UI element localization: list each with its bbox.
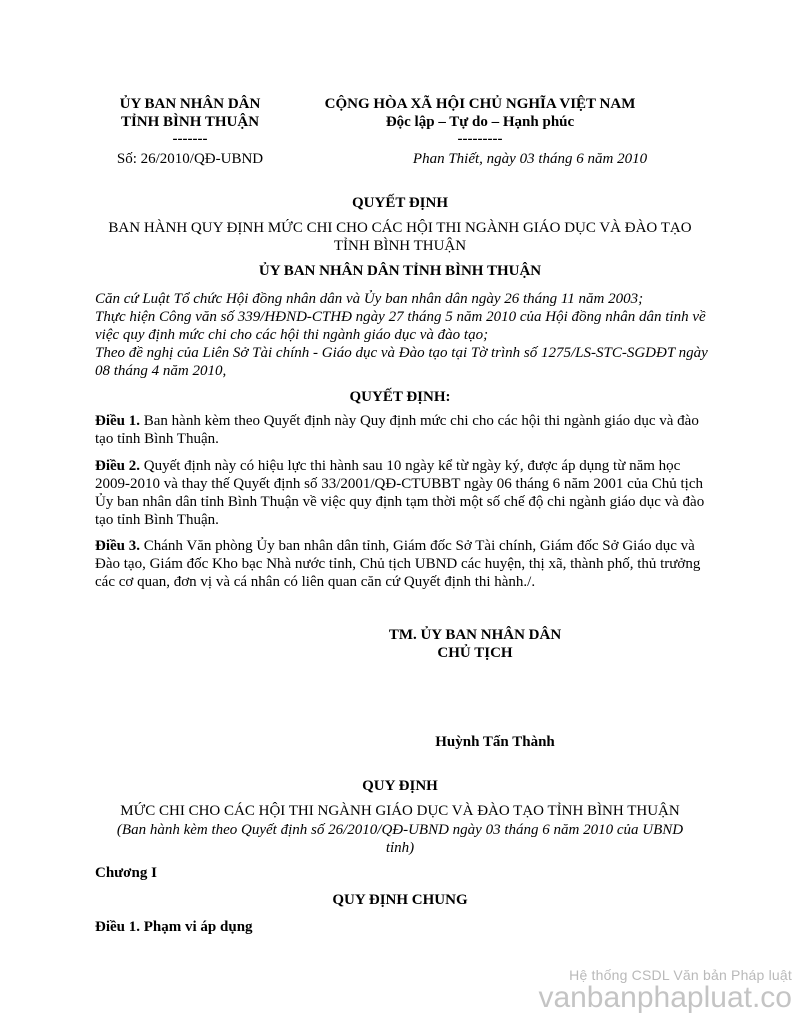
regulation-title: QUY ĐỊNH [362,778,438,794]
article-3-text: Chánh Văn phòng Ủy ban nhân dân tỉnh, Giám đốc Sở Tài chính, Giám đốc Sở Giáo dục và Đào tạo, Giám đốc Kho bạc Nhà nước tỉnh, Chủ tịch UBND các huyện, thị xã, thành phố, thủ trưởng các cơ quan, đơn vị và cá nhân có liên quan căn cứ Quyết định thi hành./. [95,538,701,590]
signature-position: CHỦ TỊCH [437,645,513,661]
place-date: Phan Thiết, ngày 03 tháng 6 năm 2010 [412,151,648,167]
signature-block [360,626,590,662]
legal-basis [95,290,715,380]
regulation-subtitle: MỨC CHI CHO CÁC HỘI THI NGÀNH GIÁO DỤC VÀ ĐÀO TẠO TỈNH BÌNH THUẬN [120,803,680,819]
article-1-text: Ban hành kèm theo Quyết định này Quy định mức chi cho các hội thi ngành giáo dục và đào tạo tỉnh Bình Thuận. [95,413,699,447]
regulation-issued-line2: tỉnh) [385,840,415,856]
decision-subtitle [0,219,800,255]
article-2-text: Quyết định này có hiệu lực thi hành sau 10 ngày kể từ ngày ký, được áp dụng từ năm học 2009-2010 và thay thế Quyết định số 33/2001/QĐ-CTUBBT ngày 06 tháng 6 năm 2001 của Chủ tịch Ủy ban nhân dân tỉnh Bình Thuận về việc quy định tạm thời một số chế độ chi ngành giáo dục và đào tạo tỉnh Bình Thuận. [95,458,705,528]
regulation-issued-note [0,821,800,857]
article-1 [95,412,715,448]
signer-name: Huỳnh Tấn Thành [435,734,555,750]
basis-item: Theo đề nghị của Liên Sở Tài chính - Giáo dục và Đào tạo tại Tờ trình số 1275/LS-STC-SGDĐT ngày 08 tháng 4 năm 2010, [95,345,708,379]
article-3 [95,537,715,591]
watermark-site: vanbanphapluat.co [538,981,792,1014]
article-2-label: Điều 2. [95,458,140,474]
issuer-block [105,95,275,147]
issuer-name-line2: TỈNH BÌNH THUẬN [120,114,260,130]
motto: Độc lập – Tự do – Hạnh phúc [385,114,575,130]
basis-item: Căn cứ Luật Tổ chức Hội đồng nhân dân và Ủy ban nhân dân ngày 26 tháng 11 năm 2003; [95,291,644,307]
doc-number: Số: 26/2010/QĐ-UBND [116,151,264,167]
chapter-label: Chương I [95,865,157,881]
country-name: CỘNG HÒA XÃ HỘI CHỦ NGHĨA VIỆT NAM [324,96,636,112]
basis-item: Thực hiện Công văn số 339/HĐND-CTHĐ ngày 27 tháng 5 năm 2010 của Hội đồng nhân dân tỉnh về việc quy định mức chi cho các hội thi ngành giáo dục và đào tạo; [95,309,706,343]
regulation-issued-line1: (Ban hành kèm theo Quyết định số 26/2010/QĐ-UBND ngày 03 tháng 6 năm 2010 của UBND [116,822,684,838]
decision-title: QUYẾT ĐỊNH [352,195,448,211]
national-motto-block [300,95,660,147]
article-1-label: Điều 1. [95,413,140,429]
decision-subtitle-line1: BAN HÀNH QUY ĐỊNH MỨC CHI CHO CÁC HỘI THI NGÀNH GIÁO DỤC VÀ ĐÀO TẠO [108,220,692,236]
watermark-caption: Hệ thống CSDL Văn bản Pháp luật [569,967,792,983]
article-2 [95,457,715,529]
article-1-heading: Điều 1. Phạm vi áp dụng [95,919,253,935]
issuing-authority: ỦY BAN NHÂN DÂN TỈNH BÌNH THUẬN [258,263,542,279]
article-3-label: Điều 3. [95,538,140,554]
motto-rule: --------- [457,131,503,147]
issuer-name-line1: ỦY BAN NHÂN DÂN [119,96,261,112]
decides-heading: QUYẾT ĐỊNH: [349,389,451,405]
decision-subtitle-line2: TỈNH BÌNH THUẬN [333,238,467,254]
signature-title: TM. ỦY BAN NHÂN DÂN [388,627,562,643]
issuer-rule: ------- [172,131,208,147]
chapter-title: QUY ĐỊNH CHUNG [332,892,468,908]
